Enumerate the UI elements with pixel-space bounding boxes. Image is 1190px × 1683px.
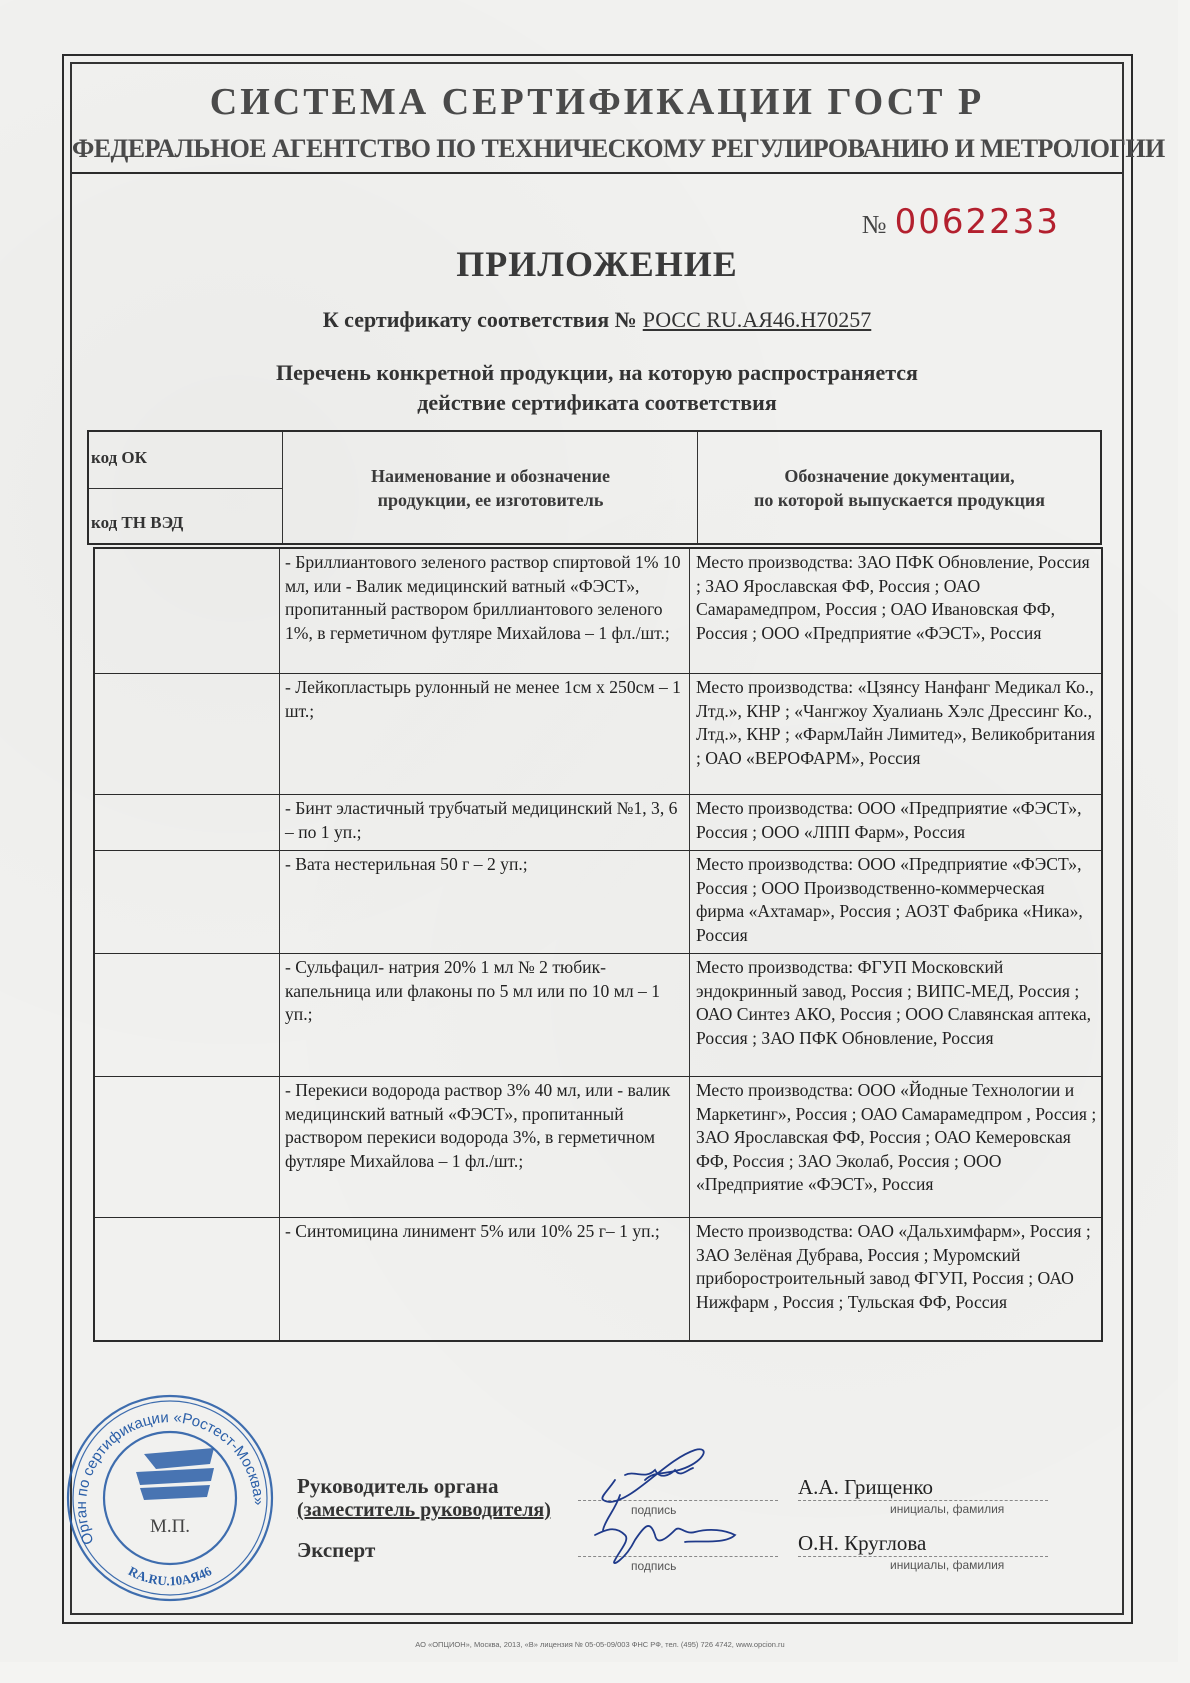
- product-table: [93, 547, 1103, 1342]
- printer-imprint: АО «ОПЦИОН», Москва, 2013, «В» лицензия № 05-05-09/003 ФНС РФ, тел. (495) 726 4742, www.opcion.ru: [415, 1640, 785, 1649]
- table-row: [95, 794, 1101, 850]
- table-row: [95, 1076, 1101, 1217]
- stamp-ring-text: Орган по сертификации «Ростест-Москва»: [72, 1409, 268, 1547]
- stamp-registry: RA.RU.10АЯ46: [126, 1563, 214, 1589]
- documentation-header-line1: Обозначение документации,: [784, 465, 1015, 486]
- table-row: [95, 547, 1101, 673]
- code-ok-label: код ОК: [91, 448, 147, 467]
- expert-role: Эксперт: [297, 1538, 376, 1562]
- head-role: Руководитель органа: [297, 1474, 499, 1498]
- table-row: [95, 1217, 1101, 1340]
- product-name-header: [284, 432, 698, 543]
- certification-body-stamp: [64, 1392, 276, 1604]
- code-cell: [95, 851, 280, 953]
- table-header: [87, 430, 1102, 545]
- expert-signature-stroke: [595, 1526, 735, 1563]
- product-name-header-line1: Наименование и обозначение: [371, 465, 610, 486]
- head-name-caption: инициалы, фамилия: [890, 1502, 1005, 1516]
- stamp-logo-icon: [136, 1448, 214, 1500]
- code-tnved-header: [89, 489, 282, 545]
- expert-name-caption: инициалы, фамилия: [890, 1558, 1005, 1572]
- head-signature-stroke: [602, 1449, 703, 1530]
- code-cell: [95, 1218, 280, 1340]
- table-row: [95, 953, 1101, 1076]
- codes-header-cell: [89, 432, 283, 543]
- product-name-cell: - Бриллиантового зеленого раствор спиртовой 1% 10 мл, или - Валик медицинский ватный «ФЭСТ», пропитанный раствором бриллиантового зеленого 1%, в герметичном футляре Михайлова – 1 фл./шт.;: [280, 549, 690, 673]
- header-divider: [72, 172, 1122, 174]
- list-title: [72, 358, 1122, 418]
- head-role-deputy: (заместитель руководителя): [297, 1499, 551, 1521]
- code-cell: [95, 795, 280, 850]
- documentation-cell: Место производства: ЗАО ПФК Обновление, Россия ; ЗАО Ярославская ФФ, Россия ; ОАО Самарамедпром, Россия ; ОАО Ивановская ФФ, Россия ; ООО «Предприятие «ФЭСТ», Россия: [696, 552, 1090, 643]
- documentation-cell: Место производства: ОАО «Дальхимфарм», Россия ; ЗАО Зелёная Дубрава, Россия ; Муромский приборостроительный завод ФГУП, Россия ; ОАО Нижфарм , Россия ; Тульская ФФ, Россия: [696, 1221, 1091, 1312]
- documentation-header-line2: по которой выпускается продукция: [753, 489, 1046, 510]
- documentation-cell: Место производства: ООО «Предприятие «ФЭСТ», Россия ; ООО Производственно-коммерческая фирма «Ахтамар», Россия ; АОЗТ Фабрика «Ника», Россия: [696, 854, 1083, 945]
- certificate-reference: [72, 306, 1122, 334]
- form-number: [862, 202, 1060, 242]
- code-cell: [95, 1077, 280, 1217]
- agency-name: ФЕДЕРАЛЬНОЕ АГЕНТСТВО ПО ТЕХНИЧЕСКОМУ РЕГУЛИРОВАНИЮ И МЕТРОЛОГИИ: [72, 134, 1165, 163]
- annex-title: ПРИЛОЖЕНИЕ: [456, 244, 738, 284]
- system-title: СИСТЕМА СЕРТИФИКАЦИИ ГОСТ Р: [209, 81, 985, 123]
- product-name-header-line2: продукции, ее изготовитель: [377, 489, 604, 510]
- code-tnved-label: код ТН ВЭД: [91, 513, 184, 532]
- list-title-line1: Перечень конкретной продукции, на которую распространяется: [276, 360, 918, 385]
- head-name: А.А. Грищенко: [798, 1475, 934, 1499]
- certificate-prefix: К сертификату соответствия №: [322, 307, 637, 332]
- certificate-number: РОСС RU.АЯ46.Н70257: [642, 307, 872, 332]
- handwritten-signatures: [575, 1440, 755, 1570]
- expert-name-line: [798, 1556, 1048, 1557]
- code-cell: [95, 674, 280, 794]
- documentation-cell: Место производства: ФГУП Московский эндокринный завод, Россия ; ВИПС-МЕД, Россия ; ОАО Синтез АКО, Россия ; ООО Славянская аптека, Россия ; ЗАО ПФК Обновление, Россия: [696, 957, 1092, 1048]
- head-signature-caption: подпись: [631, 1503, 677, 1517]
- expert-name: О.Н. Круглова: [798, 1531, 927, 1555]
- documentation-header: [699, 432, 1100, 543]
- product-name-cell: - Вата нестерильная 50 г – 2 уп.;: [280, 851, 690, 953]
- product-name-cell: - Лейкопластырь рулонный не менее 1см х 250см – 1 шт.;: [280, 674, 690, 794]
- documentation-cell: Место производства: ООО «Йодные Технологии и Маркетинг», Россия ; ОАО Самарамедпром , Россия ; ЗАО Ярославская ФФ, Россия ; ОАО Кемеровская ФФ, Россия ; ЗАО Эколаб, Россия ; ООО «Предприятие «ФЭСТ», Россия: [696, 1080, 1097, 1194]
- expert-signature-caption: подпись: [631, 1559, 677, 1573]
- table-row: [95, 850, 1101, 953]
- number-sign: №: [861, 210, 887, 239]
- product-name-cell: - Перекиси водорода раствор 3% 40 мл, или - валик медицинский ватный «ФЭСТ», пропитанный раствором перекиси водорода 3%, в герметичном футляре Михайлова – 1 фл./шт.;: [280, 1077, 690, 1217]
- product-name-cell: - Бинт эластичный трубчатый медицинский №1, 3, 6 – по 1 уп.;: [280, 795, 690, 850]
- table-row: [95, 673, 1101, 794]
- head-name-line: [798, 1500, 1048, 1501]
- documentation-cell: Место производства: ООО «Предприятие «ФЭСТ», Россия ; ООО «ЛПП Фарм», Россия: [696, 798, 1082, 842]
- product-name-cell: - Сульфацил- натрия 20% 1 мл № 2 тюбик-капельница или флаконы по 5 мл или по 10 мл – 1 уп.;: [280, 954, 690, 1076]
- list-title-line2: действие сертификата соответствия: [417, 390, 777, 415]
- code-ok-header: [89, 432, 282, 489]
- code-cell: [95, 954, 280, 1076]
- stamp-mp: М.П.: [149, 1516, 191, 1537]
- code-cell: [95, 549, 280, 673]
- form-number-value: 0062233: [894, 202, 1060, 242]
- documentation-cell: Место производства: «Цзянсу Нанфанг Медикал Ко., Лтд.», КНР ; «Чангжоу Хуалиань Хэлс Дрессинг Ко., Лтд.», КНР ; «ФармЛайн Лимитед», Великобритания ; ОАО «ВЕРОФАРМ», Россия: [696, 677, 1096, 768]
- product-name-cell: - Синтомицина линимент 5% или 10% 25 г– 1 уп.;: [280, 1218, 690, 1340]
